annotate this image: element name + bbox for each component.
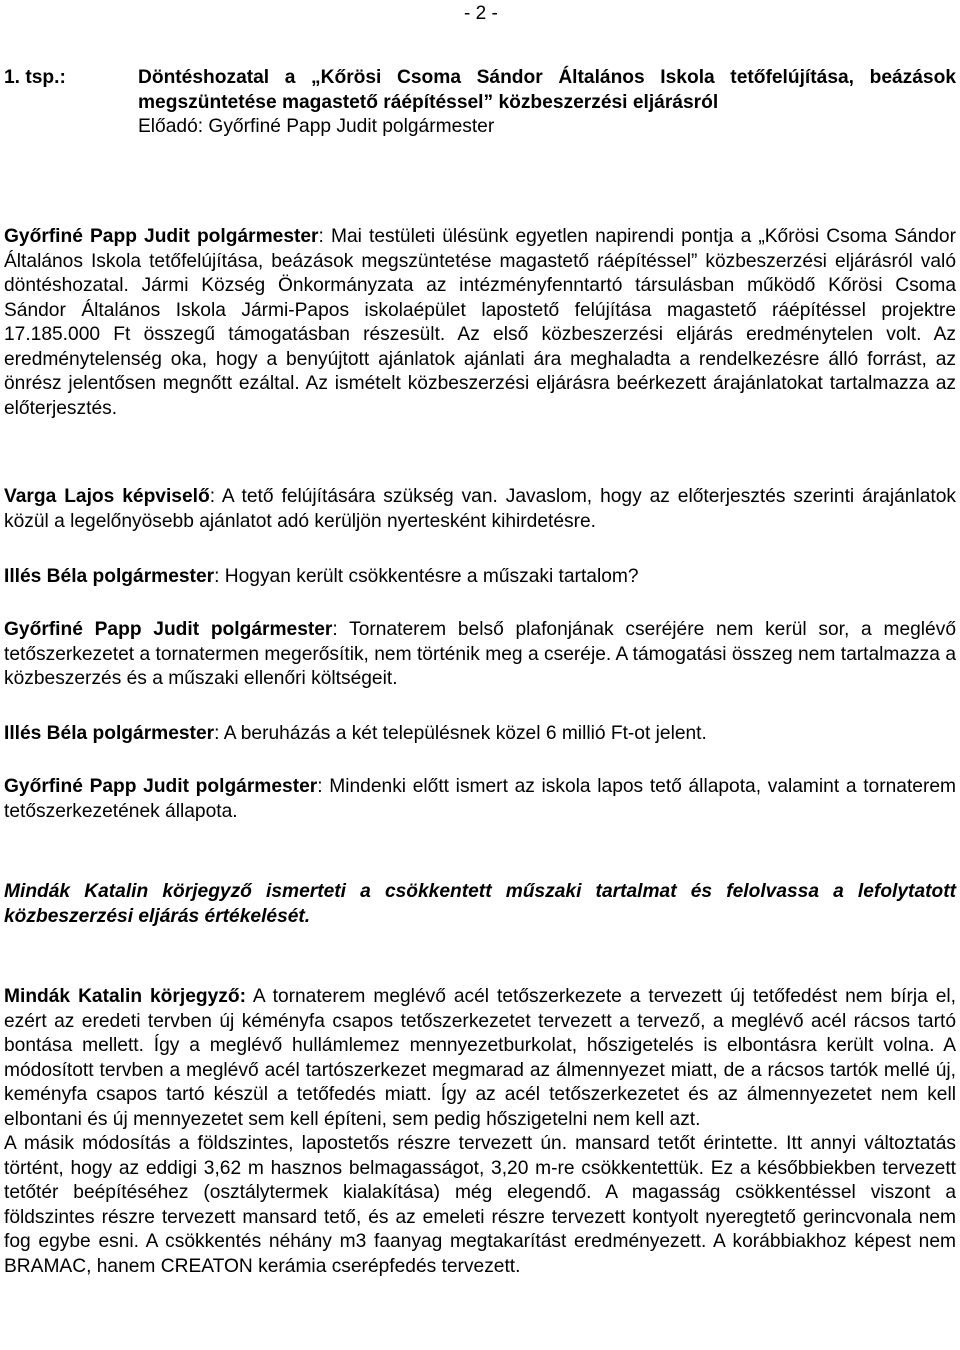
agenda-presenter: Előadó: Győrfiné Papp Judit polgármester [138,116,495,137]
paragraph-1 [4,225,956,421]
speaker-name: Illés Béla polgármester [4,566,215,587]
speaker-name: Illés Béla polgármester [4,723,215,744]
paragraph-8 [4,985,956,1279]
speaker-name: Győrfiné Papp Judit polgármester [4,619,333,640]
agenda-number: 1. tsp.: [4,67,66,88]
paragraph-5 [4,722,956,747]
speech-text-continued: A másik módosítás a földszintes, lapostetős részre tervezett ún. mansard tetőt érintette. Itt annyi változtatás történt, hogy az eddigi 3,62 m hasznos belmagasságot, 3,20 m-re csökkentettük. Ez a későbbiekben tervezett tetőtér beépítéséhez (osztálytermek kialakítása) még elegendő. A magasság csökkentéssel viszont a földszintes részre tervezett mansard tető, és az emeleti részre tervezett kontyolt nyeregtető gerincvonala nem fog egybe esni. A csökkentés néhány m3 faanyag megtakarítást eredményezett. A korábbiakhoz képest nem BRAMAC, hanem CREATON kerámia cserépfedés tervezett. [4,1133,956,1277]
speaker-name: Győrfiné Papp Judit polgármester [4,226,319,247]
paragraph-4 [4,618,956,692]
paragraph-6 [4,775,956,824]
speech-text: : A tető felújítására szükség van. Javaslom, hogy az előterjesztés szerinti árajánlatok közül a legelőnyösebb ajánlatot adó kerüljön nyertesként kihirdetésre. [4,486,956,532]
speech-text: : A beruházás a két településnek közel 6 millió Ft-ot jelent. [214,723,707,744]
speech-text: : Mindenki előtt ismert az iskola lapos tető állapota, valamint a tornaterem tetőszerkezetének állapota. [4,776,956,822]
notary-statement: Mindák Katalin körjegyző ismerteti a csökkentett műszaki tartalmat és felolvassa a lefolytatott közbeszerzési eljárás értékelését. [4,881,956,927]
agenda-title: Döntéshozatal a „Kőrösi Csoma Sándor Általános Iskola tetőfelújítása, beázások megszüntetése magastető ráépítéssel” közbeszerzési eljárásról [138,67,956,113]
speech-text: : Mai testületi ülésünk egyetlen napirendi pontja a „Kőrösi Csoma Sándor Általános Iskola tetőfelújítása, beázások megszüntetése magastető ráépítéssel” közbeszerzési eljárásról való döntéshozatal. Jármi Község Önkormányzata az intézményfenntartó társulásban működő Kőrösi Csoma Sándor Általános Iskola Jármi-Papos iskolaépület lapostető felújítása magastető ráépítéssel projektre 17.185.000 Ft összegű támogatásban részesült. Az első közbeszerzési eljárás eredménytelen volt. Az eredménytelenség oka, hogy a benyújtott ajánlatok ajánlati ára meghaladta a rendelkezésre álló forrást, az önrész jelentősen megnőtt ezáltal. Az ismételt közbeszerzési eljárásra beérkezett árajánlatokat tartalmazza az előterjesztés. [4,226,956,419]
speaker-name: Varga Lajos képviselő [4,486,210,507]
paragraph-2 [4,485,956,534]
agenda-item [4,66,956,140]
paragraph-3 [4,565,956,590]
speaker-name: Mindák Katalin körjegyző: [4,986,246,1007]
page-number: - 2 - [464,3,498,24]
speech-text: : Tornaterem belső plafonjának cseréjére nem kerül sor, a meglévő tetőszerkezetet a tornatermen megerősítik, nem történik meg a cseréje. A támogatási összeg nem tartalmazza a közbeszerzés és a műszaki ellenőri költségeit. [4,619,956,689]
speaker-name: Győrfiné Papp Judit polgármester [4,776,318,797]
speech-text: A tornaterem meglévő acél tetőszerkezete a tervezett új tetőfedést nem bírja el, ezért az eredeti tervben új kéményfa csapos tetőszerkezetet tervezett a tervező, a meglévő acél rácsos tartó bontása mellett. Így a meglévő hullámlemez mennyezetburkolat, hőszigetelés is elbontásra került volna. A módosított tervben a meglévő acél tartószerkezet megmarad az álmennyezet miatt, de a rácsos tartók mellé új, keményfa csapos tartó készül a tetőfedés miatt. Így az acél tetőszerkezetet és az álmennyezetet nem kell elbontani és új mennyezetet sem kell építeni, sem pedig hőszigetelni nem kell azt. [4,986,957,1130]
speech-text: : Hogyan került csökkentésre a műszaki tartalom? [214,566,639,587]
